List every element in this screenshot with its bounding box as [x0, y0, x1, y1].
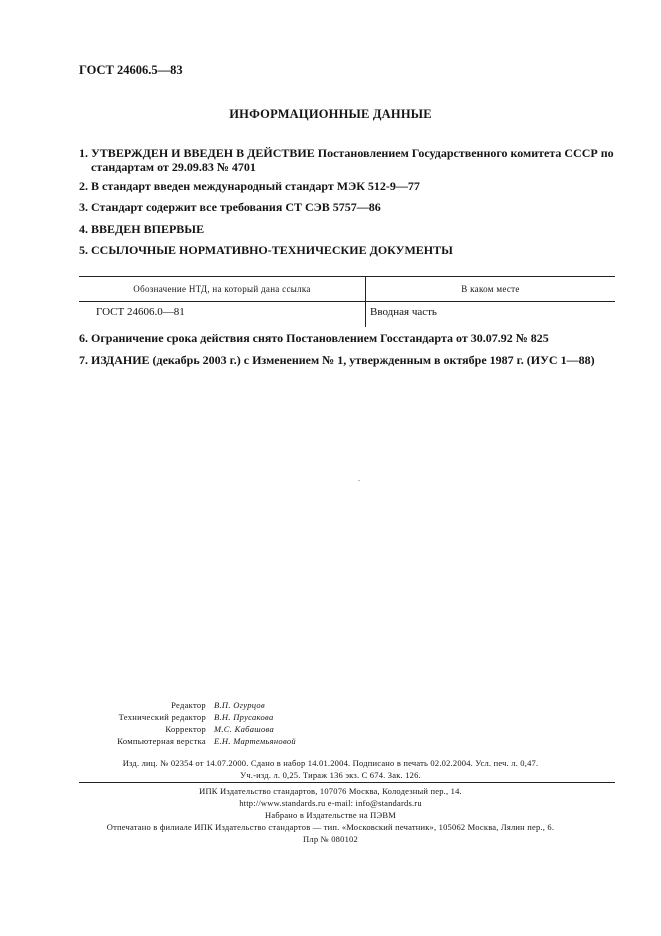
- publisher-line-2: http://www.standards.ru e-mail: info@standards.ru: [239, 798, 422, 808]
- table-cell-location: Вводная часть: [370, 306, 437, 318]
- credit-proofreader: [0, 724, 274, 734]
- info-item-4: 4. ВВЕДЕН ВПЕРВЫЕ: [79, 222, 205, 236]
- credit-role: Корректор: [165, 724, 206, 734]
- publisher-line-3: Набрано в Издательстве на ПЭВМ: [265, 810, 396, 820]
- info-item-6: 6. Ограничение срока действия снято Постановлением Госстандарта от 30.07.92 № 825: [79, 331, 549, 345]
- imprint-divider: [79, 782, 615, 783]
- info-item-1: [79, 146, 619, 174]
- section-heading: ИНФОРМАЦИОННЫЕ ДАННЫЕ: [229, 107, 432, 121]
- credit-role: Редактор: [171, 700, 206, 710]
- publisher-line-5: Плр № 080102: [303, 834, 358, 844]
- credit-person: М.С. Кабашова: [214, 724, 274, 734]
- document-code: ГОСТ 24606.5—83: [79, 63, 183, 77]
- info-item-1-line1: 1. УТВЕРЖДЕН И ВВЕДЕН В ДЕЙСТВИЕ Постановлением Государственного комитета СССР по: [79, 146, 614, 160]
- publisher-line-1: ИПК Издательство стандартов, 107076 Москва, Колодезный пер., 14.: [199, 786, 462, 796]
- table-row: [79, 302, 615, 328]
- info-item-2: 2. В стандарт введен международный стандарт МЭК 512-9—77: [79, 179, 420, 193]
- speck-mark: [358, 480, 360, 481]
- credit-layout: [0, 736, 296, 746]
- reference-table-header-designation: Обозначение НТД, на который дана ссылка: [79, 277, 366, 302]
- info-item-7: 7. ИЗДАНИЕ (декабрь 2003 г.) с Изменением № 1, утвержденным в октябре 1987 г. (ИУС 1—88): [79, 353, 595, 367]
- credit-role: Технический редактор: [118, 712, 206, 722]
- info-item-1-line2: стандартам от 29.09.83 № 4701: [91, 160, 256, 174]
- reference-table-header: [79, 277, 615, 302]
- credit-person: Е.Н. Мартемьяновой: [214, 736, 296, 746]
- credit-role: Компьютерная верстка: [117, 736, 206, 746]
- publisher-line-4: Отпечатано в филиале ИПК Издательство стандартов — тип. «Московский печатник», 105062 Москва, Лялин пер., 6.: [106, 822, 555, 832]
- reference-table: [79, 276, 615, 327]
- table-cell-designation: ГОСТ 24606.0—81: [79, 302, 366, 328]
- credit-tech-editor: [0, 712, 274, 722]
- credit-person: В.П. Огурцов: [214, 700, 265, 710]
- credit-editor: [0, 700, 265, 710]
- info-item-3: 3. Стандарт содержит все требования СТ СЭВ 5757—86: [79, 200, 381, 214]
- imprint-line-1: Изд. лиц. № 02354 от 14.07.2000. Сдано в набор 14.01.2004. Подписано в печать 02.02.2004. Усл. печ. л. 0,47.: [122, 758, 539, 768]
- credit-person: В.Н. Прусакова: [214, 712, 274, 722]
- info-item-5: 5. ССЫЛОЧНЫЕ НОРМАТИВНО-ТЕХНИЧЕСКИЕ ДОКУМЕНТЫ: [79, 243, 453, 257]
- reference-table-header-location: В каком месте: [366, 277, 616, 302]
- imprint-line-2: Уч.-изд. л. 0,25. Тираж 136 экз. С 674. Зак. 126.: [240, 770, 421, 780]
